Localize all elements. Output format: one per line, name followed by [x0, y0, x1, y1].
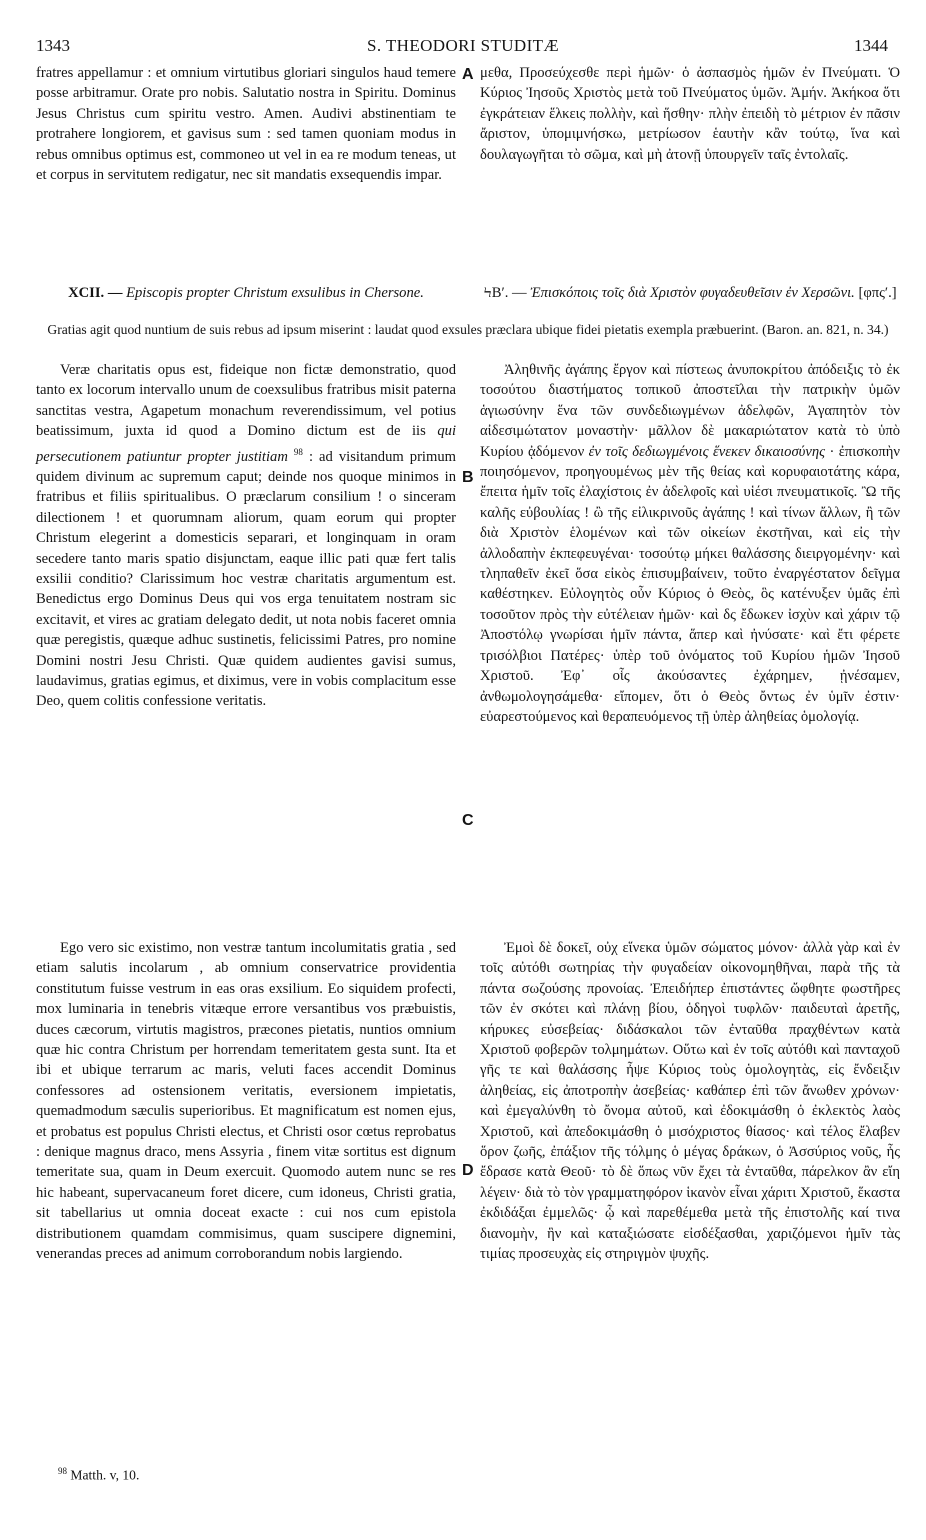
footnote — [58, 1466, 139, 1484]
latin-column-main — [36, 360, 456, 712]
greek-paragraph: μεθα, Προσεύχεσθε περὶ ἡμῶν· ὁ ἀσπασμὸς ἡμῶν ἐν Πνεύματι. Ὁ Κύριος Ἰησοῦς Χριστὸς μετὰ τοῦ Πνεύματος ὑμῶν. Ἀμήν. Ἀκήκοα ὅτι ἐγκράτειαν ἕλκεις πολλὴν, καὶ ἥσθην· πλὴν ἐπειδὴ τὸ μέτριον ἐν πᾶσιν ἄριστον, ὑπομιμνήσκω, μετρίωσον ἑαυτὴν κἂν τούτῳ, ἵνα καὶ δουλαγωγῆται τὸ σῶμα, καὶ μὴ ἀτονῇ ὑπουργεῖν ταῖς ἐντολαῖς. — [480, 65, 900, 163]
latin-letter-heading — [36, 285, 456, 301]
margin-marker-c: C — [462, 812, 474, 829]
running-title: S. THEODORI STUDITÆ — [367, 36, 559, 55]
latin-scripture-quote: qui persecutionem patiuntur propter justitiam — [36, 423, 456, 465]
latin-letter-number: XCII. — — [68, 285, 123, 301]
greek-text: · ἐπισκοπὴν ποιησόμενον, προηγουμένως μὲν τῆς θείας καὶ κορυφαιοτάτης κάρα, ἔπειτα ἡμῖν τοῖς ἐλαχίστοις ἐν ἀδελφοῖς καὶ υἱέσι πνευματικοῖς. Ὢ τῆς καλῆς εὐβουλίας ! ὢ τῆς εἰλικρινοῦς ἀγάπης ! καὶ τίνων ἄλλων, ἢ τῶν διὰ Χριστὸν ἑλομένων καὶ τῶν οἰκείων ἐκστῆναι, καὶ εἰς τὴν ἀλλοδαπὴν ἐκπεφευγέναι· τοσούτῳ μήκει θαλάσσης διειργομένην· καὶ τληπαθεῖν ἐκεῖ ὅσα εἰκὸς ἐπισυμβαίνειν, τοῦτο ἐναργέστατον δεῖγμα καθέστηκεν. Εὐλογητὸς οὖν Κύριος ὁ Θεὸς, ὃς κατένυξεν ὑμᾶς ἐπὶ τοσοῦτον πρὸς τὴν εὐτέλειαν ἡμῶν· καὶ δς ἔδωκεν ἰσχὺν καὶ χάριν τῷ Ἀποστόλῳ γνωρίσαι ἡμῖν πάντα, ἅπερ καὶ ἠνύσατε· καὶ ἔτι φέρετε τρισόλβιοι Πατέρες· ὑπὲρ τοῦ ὀνόματος τοῦ Κυρίου ἡμῶν Ἰησοῦ Χριστοῦ. Ἐφ᾽ οἷς ἀκούσαντες ἐχάρημεν, ᾐνέσαμεν, ἀνθωμολογησάμεθα· εἴπομεν, ὅτι ὁ Θεὸς ὄντως ἐν ὑμῖν ἐστιν· εὐαρεστούμενος καὶ θεραπευόμενος τῇ ὑπὲρ ἀληθείας ὁμολογίᾳ. — [480, 443, 901, 725]
latin-text: Veræ charitatis opus est, fideique non fictæ demonstratio, quod tanto ex locorum intervallo unum de coexsulibus fratribus misit paterna sanctitas vestra, Agapetum monachum reverendissimum, vel potius beatissimum, juxta id quod a Domino dictum est de iis — [36, 362, 456, 440]
greek-letter-number: ϞΒʹ. — — [483, 285, 527, 301]
running-header — [34, 36, 892, 58]
greek-scripture-quote: ἐν τοῖς δεδιωγμένοις ἕνεκεν δικαιοσύνης — [588, 443, 826, 460]
latin-paragraph-2: Ego vero sic existimo, non vestræ tantum incolumitatis gratia , sed etiam salutis incolarum , ab omnium conservatrice providentia constitutum fuisse vestrum in eas oras exsilium. Eo siquidem profecti, mox luminaria in tenebris vitæque errore versantibus vos præbuistis, duces cæcorum, virtutis magistros, præcones pietatis, nuntios omnium quæ hic contra Christum per horrendam temeritatem gesta sunt. Ita et ibi et ubique terrarum ac maris, veluti faces accendit Dominus confessores ad ostensionem veritatis, eversionem impietatis, quemadmodum sæculis superioribus. Et magnificatum est nomen ejus, et probatus est populus Christi electus, et Christi osor cœtus reprobatus : denique magnus draco, mens Assyria , finem vitæ sortitus est dignum temeritate sua, quam in Deum exercuit. Quomodo autem nunc se res hic habeant, supervacaneum foret dicere, cum idoneus, Christi gratia, sit tabellarius ut omnia doceat exacte : cui nos cum epistola distributionem quamdam commisimus, quam suscipere dignemini, venerandas preces ad animum corroborandum nobis largiendo. — [36, 940, 456, 1263]
greek-column-top — [480, 63, 900, 165]
greek-letter-heading — [480, 285, 900, 301]
greek-letter-title: Ἐπισκόποις τοῖς διὰ Χριστὸν φυγαδευθεῖσιν ἐν Χερσῶνι. — [530, 285, 855, 301]
latin-letter-title: Episcopis propter Christum exsulibus in Chersone. — [126, 285, 424, 301]
latin-text: : ad visitandum primum quidem divinum ac supremum caput; deinde nos quoque minimos in fratribus et filiis spiritualibus. O præclarum consilium ! o sinceram dilectionem ! et quorumnam aliorum, quam eorum qui propter Christum elegerint a domesticis separari, et longinquam in oram secedere tanto maris spatio disjunctam, eaque illic pati quæ fert talis exsilii conditio? Clarissimum hoc vestræ charitatis argumentum est. Benedictus ergo Dominus Deus qui vos erga tenuitatem nostram sic excitavit, et vires ac gratiam delegato dedit, ut nota nobis faceret omnia quæ peregistis, quæque adhuc sustinetis, felicissimi Patres, pro nomine Domini nostri Jesu Christi. Quæ quidem audientes gavisi sumus, laudavimus, gratias egimus, et diximus, vere in vobis complacitum esse Deo, quem colitis confessione veritatis. — [36, 448, 456, 710]
margin-marker-a: A — [462, 66, 474, 83]
latin-paragraph-1 — [36, 360, 456, 712]
margin-marker-d: D — [462, 1162, 474, 1179]
margin-marker-b: B — [462, 469, 474, 486]
greek-column-main — [480, 360, 900, 727]
latin-column-lower — [36, 938, 456, 1265]
greek-paragraph-2: Ἐμοὶ δὲ δοκεῖ, οὐχ εἵνεκα ὑμῶν σώματος μόνον· ἀλλὰ γὰρ καὶ ἐν τοῖς αὐτόθι σωτηρίας τὴν φυγαδείαν οἰκονομηθῆναι, παρὰ τῆς τὰ πάντα σωζούσης προνοίας. Ἐπειδήπερ ἐπιστάντες ὤφθητε φωστῆρες τῶν ἐν σκότει καὶ πλάνῃ βίου, ὁδηγοὶ τυφλῶν· παιδευταὶ ἀρετῆς, κήρυκες εὐσεβείας· διδάσκαλοι τῶν ἐνταῦθα πραχθέντων κατὰ Χριστοῦ φοβερῶν τολμημάτων. Οὕτω καὶ ἐν τοῖς αὐτόθι καὶ πανταχοῦ γῆς τε καὶ θαλάσσης ἦψε Κύριος τοὺς ὁμολογητὰς, εἰς ἔνδειξιν ἀληθείας, εἰς ἀποτροπὴν ἀσεβείας· καθάπερ ἐπὶ τῶν ἄνωθεν χρόνων· καὶ ἐμεγαλύνθη τὸ ὄνομα αὐτοῦ, καὶ ἐδοκιμάσθη ὁ ἐκλεκτὸς λαὸς Χριστοῦ, καὶ ἀπεδοκιμάσθη ὁ μισόχριστος θίασος· καὶ τέλος ἔλαβεν ὅρον ζωῆς, ἐπάξιον τῆς τόλμης ὁ μέγας δράκων, ὁ Ἀσσύριος νοῦς, ἧς ἔδρασε κατὰ Θεοῦ· τὸ δὲ ὅπως νῦν ἔχει τὰ ἐνταῦθα, πάρελκον ἂν εἴη λέγειν· διὰ τὸ τὸν γραμματηφόρον ἱκανὸν εἶναι χάριτι Χριστοῦ, ἕκαστα ἐκδιδάξαι ἐμμελῶς· ᾧ καὶ παρεθέμεθα μετὰ τῆς ἐπιστολῆς καί τινα διανομὴν, ἣν καὶ καταξιώσατε εἰσδέξασθαι, χαριζόμενοι ἡμῖν τὰς τιμίας προσευχὰς εἰς στηριγμὸν ψυχῆς. — [480, 940, 900, 1263]
greek-text: Ἀληθινῆς ἀγάπης ἔργον καὶ πίστεως ἀνυποκρίτου ἀπόδειξις τὸ ἐκ τοσούτου διαστήματος τοπικοῦ ἀποστεῖλαι τὴν πατρικὴν ὑμῶν ἁγιωσύνην ἕνα τῶν συνδεδιωγμένων ἀδελφῶν, Ἀγαπητὸν τὸν αἰδεσιμώτατον μοναστὴν· μᾶλλον δὲ μακαριώτατον κατὰ τὸ ὑπὸ Κυρίου ᾀδόμενον — [480, 362, 900, 460]
page-number-right: 1344 — [854, 36, 888, 55]
greek-paragraph-1 — [480, 360, 900, 727]
footnote-text: Matth. v, 10. — [70, 1467, 140, 1483]
latin-paragraph: fratres appellamur : et omnium virtutibus gloriari singulos haud temere posse arbitramur. Orate pro nobis. Salutatio nostra in Spiritu. Dominus Jesus Christus cum spiritu vestro. Amen. Audivi abstinentiam te protrahere longiorem, et gavisus sum : sed tamen quoniam modus in rebus omnibus optimus est, commoneo ut vel in ea re modum teneas, ut et corpus in servitutem redigatur, nec sit mandatis exsequendis impar. — [36, 65, 456, 184]
footnote-number: 98 — [58, 1466, 67, 1476]
page-number-left: 1343 — [36, 36, 70, 55]
greek-column-lower — [480, 938, 900, 1265]
latin-column-top — [36, 63, 456, 185]
letter-summary: Gratias agit quod nuntium de suis rebus ad ipsum miserint : laudat quod exsules præclara ubique fidei pietatis exempla præbuerint. (Baron. an. 821, n. 34.) — [47, 322, 889, 337]
footnote-reference: 98 — [293, 446, 303, 457]
greek-letter-ref: [φπςʹ.] — [858, 285, 897, 301]
